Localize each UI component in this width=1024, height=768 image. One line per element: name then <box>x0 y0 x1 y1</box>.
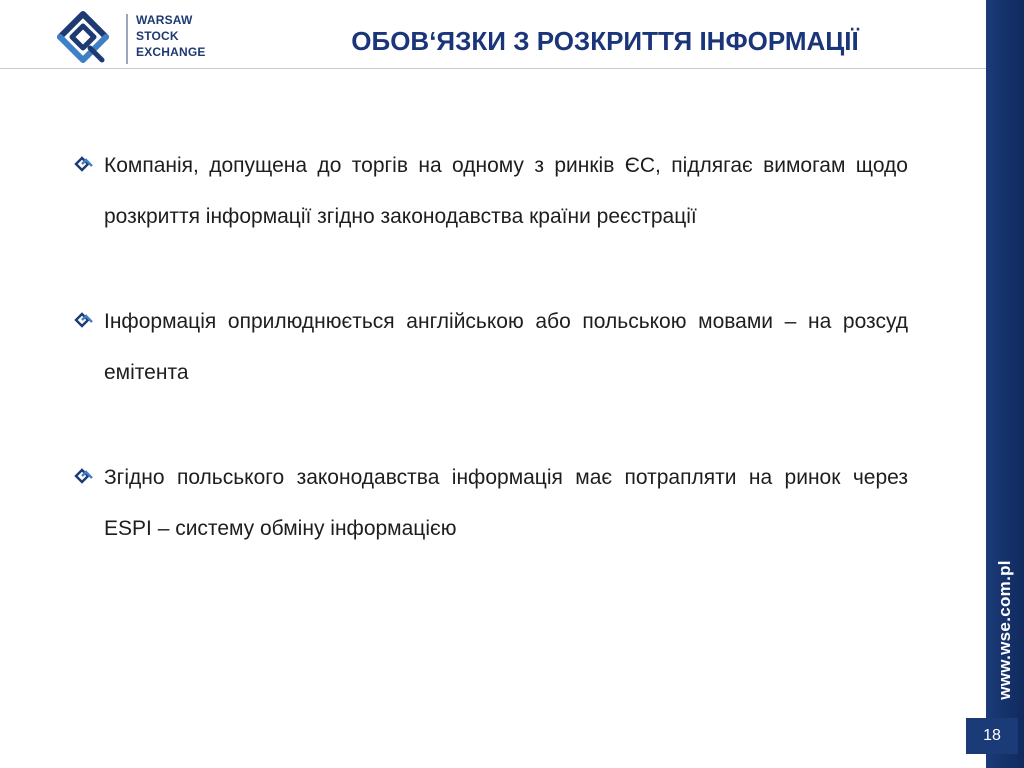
bullet-text: Інформація оприлюднюється англійською або польською мовами – на розсуд емітента <box>104 310 908 384</box>
list-item <box>74 296 908 398</box>
logo-wordmark <box>136 12 236 60</box>
title-divider <box>0 68 986 69</box>
logo-line: EXCHANGE <box>136 45 206 59</box>
list-item <box>74 140 908 242</box>
wse-logo <box>50 6 230 68</box>
page-number: 18 <box>966 718 1018 754</box>
sidebar-url <box>986 560 1024 700</box>
list-item <box>74 452 908 554</box>
wse-bullet-icon <box>74 468 94 484</box>
logo-separator <box>126 14 128 64</box>
wse-bullet-icon <box>74 312 94 328</box>
logo-line: STOCK <box>136 29 179 43</box>
logo-line: WARSAW <box>136 13 193 27</box>
wse-logo-icon <box>52 8 114 66</box>
bullet-list <box>74 140 908 608</box>
wse-bullet-icon <box>74 156 94 172</box>
sidebar-url-text: www.wse.com.pl <box>995 560 1015 700</box>
slide-title: ОБОВ‘ЯЗКИ З РОЗКРИТТЯ ІНФОРМАЦІЇ <box>351 26 859 56</box>
bullet-text: Компанія, допущена до торгів на одному з ринків ЄС, підлягає вимогам щодо розкриття інформації згідно законодавства країни реєстрації <box>104 154 908 228</box>
bullet-text: Згідно польського законодавства інформація має потрапляти на ринок через ESPI – систему обміну інформацією <box>104 466 908 540</box>
